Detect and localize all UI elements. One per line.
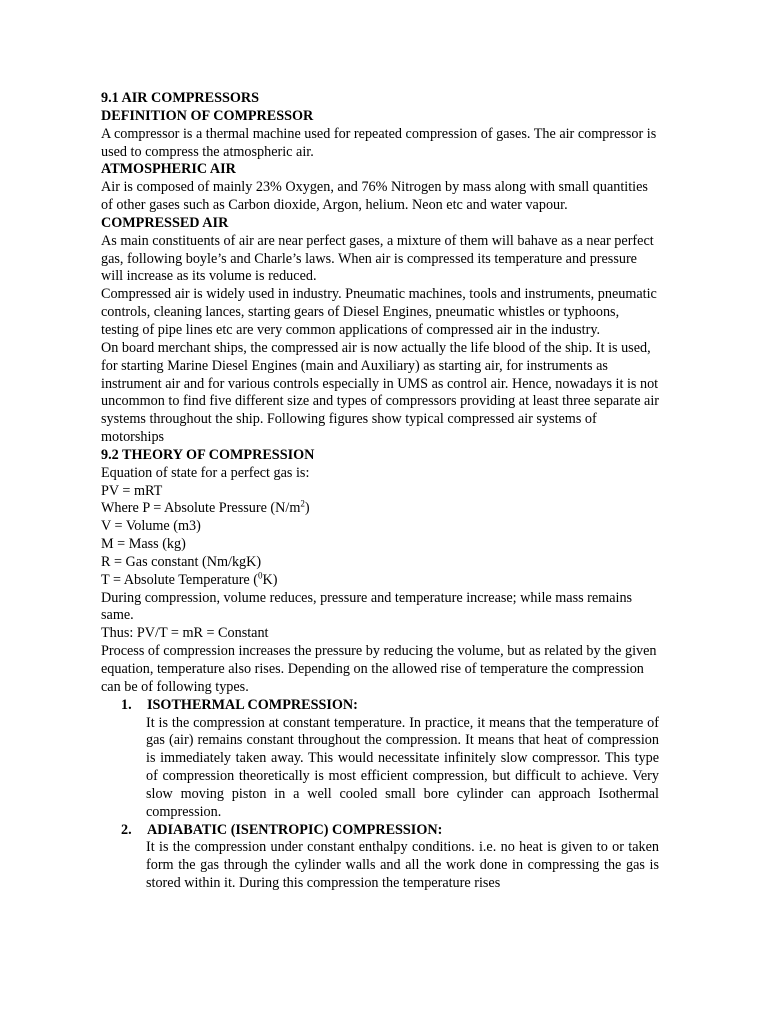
list-item-number: 2. <box>121 821 132 838</box>
list-item <box>101 697 659 822</box>
pressure-definition: Where P = Absolute Pressure $(N/m^2)$ <box>101 498 310 517</box>
compressed-air-paragraph-1: As main constituents of air are near perfect gases, a mixture of them will bahave as a near perfect gas, following boyle’s and Charle’s laws. When air is compressed its temperature and pressure will increase as its volume is reduced. <box>101 232 654 285</box>
list-item-text: It is the compression at constant temperature. In practice, it means that the temperature of gas (air) remains constant throughout the compression. It means that heat of compression is immediately taken away. This would necessitate infinitely slow compressor. This type of compression theoretically is most efficient compression, but difficult to achieve. Very slow moving piston in a well cooled small bore cylinder can approach Isothermal compression. <box>146 714 659 820</box>
list-item-title: ISOTHERMAL COMPRESSION: <box>147 696 358 713</box>
temperature-definition: T = Absolute Temperature ($^0$K) <box>101 570 278 588</box>
process-paragraph: Process of compression increases the pressure by reducing the volume, but as related by the given equation, temperature also rises. Depending on the allowed rise of temperature the compression can be of following types. <box>101 643 657 695</box>
during-compression-paragraph: During compression, volume reduces, pressure and temperature increase; while mass remains same. <box>101 589 633 624</box>
thus-equation: Thus: PV/T = mR = Constant <box>101 625 269 642</box>
definition-paragraph: A compressor is a thermal machine used for repeated compression of gases. The air compressor is used to compress the atmospheric air. <box>101 125 657 160</box>
atmospheric-air-paragraph: Air is composed of mainly 23% Oxygen, and 76% Nitrogen by mass along with small quantities of other gases such as Carbon dioxide, Argon, helium. Neon etc and water vapour. <box>101 179 648 214</box>
section-heading-theory: 9.2 THEORY OF COMPRESSION <box>101 446 315 463</box>
compressed-air-paragraph-3: On board merchant ships, the compressed air is now actually the life blood of the ship. It is used, for starting Marine Diesel Engines (main and Auxiliary) as starting air, for instruments as instrument air and for various controls especially in UMS as control air. Hence, nowadays it is not uncommon to find five different size and types of compressors providing at least three separate air systems throughout the ship. Following figures show typical compressed air systems of motorships <box>101 339 659 446</box>
heading-compressed-air: COMPRESSED AIR <box>101 214 229 231</box>
list-item-number: 1. <box>121 696 132 713</box>
list-item-text: It is the compression under constant enthalpy conditions. i.e. no heat is given to or taken form the gas through the cylinder walls and all the work done in compressing the gas is stored within it. During this compression the temperature rises <box>146 839 659 892</box>
document-page <box>101 90 659 893</box>
mass-definition: M = Mass (kg) <box>101 536 186 553</box>
equation-of-state: PV = mRT <box>101 482 163 499</box>
equation-intro: Equation of state for a perfect gas is: <box>101 464 310 481</box>
volume-definition: V = Volume (m3) <box>101 518 201 535</box>
compressed-air-paragraph-2: Compressed air is widely used in industry. Pneumatic machines, tools and instruments, pneumatic controls, cleaning lances, starting gears of Diesel Engines, pneumatic whistles or typhoons, testing of pipe lines etc are very common applications of compressed air in the industry. <box>101 286 657 338</box>
compression-types-list <box>101 697 659 893</box>
heading-atmospheric-air: ATMOSPHERIC AIR <box>101 161 236 178</box>
list-item-title: ADIABATIC (ISENTROPIC) COMPRESSION: <box>147 821 443 838</box>
gas-constant-definition: R = Gas constant (Nm/kgK) <box>101 553 262 570</box>
heading-definition: DEFINITION OF COMPRESSOR <box>101 107 314 124</box>
section-heading-air-compressors: 9.1 AIR COMPRESSORS <box>101 90 260 106</box>
list-item <box>101 822 659 893</box>
